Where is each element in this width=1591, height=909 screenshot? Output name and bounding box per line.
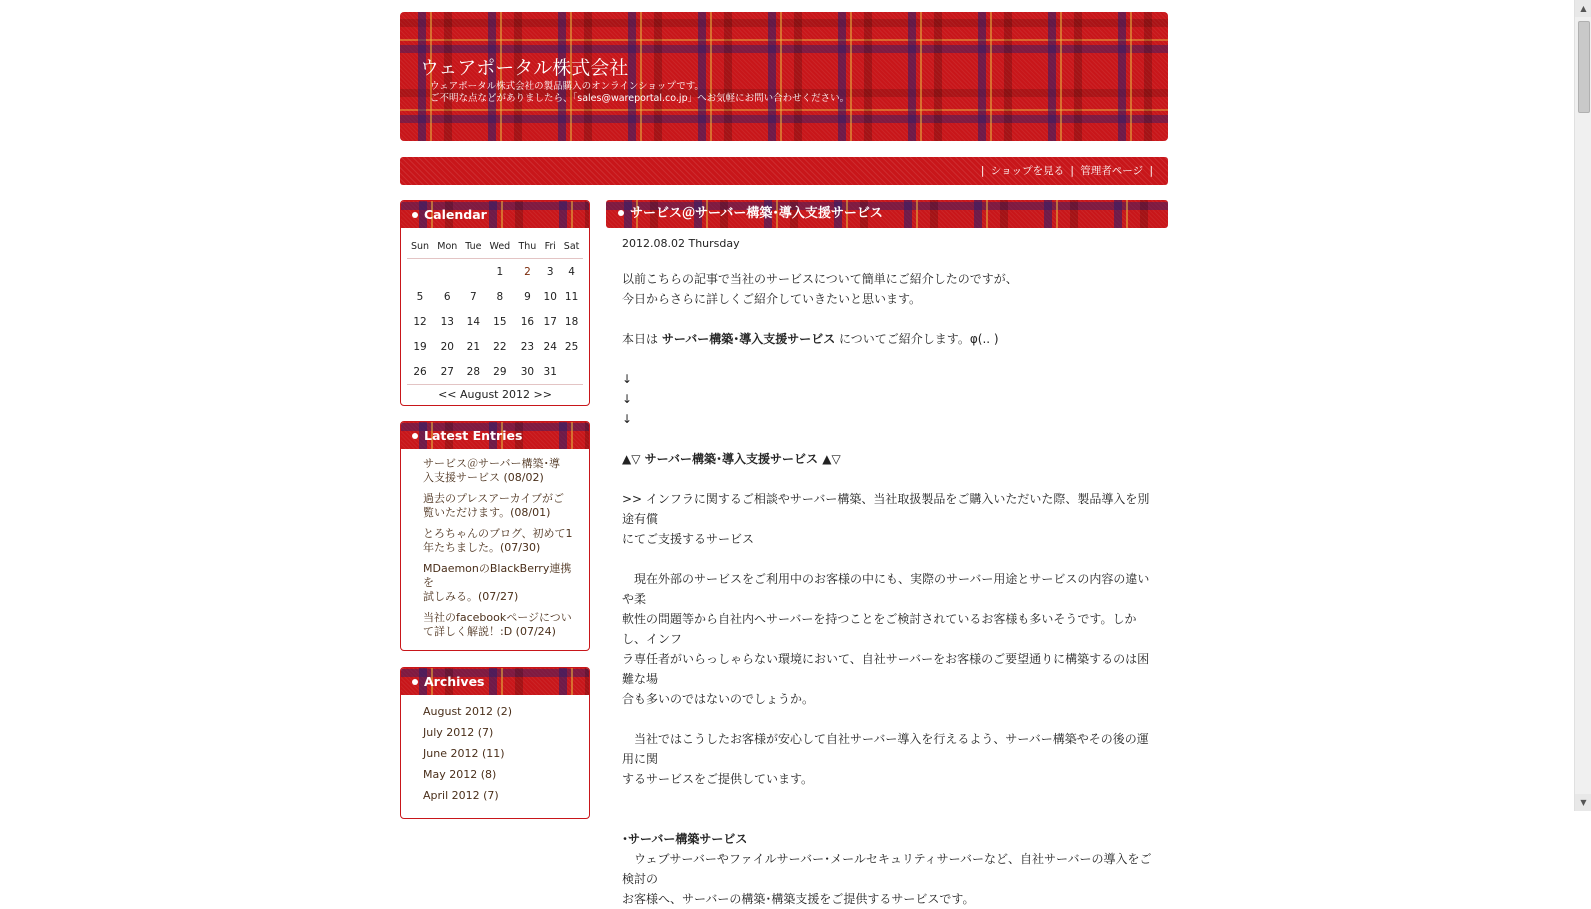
scroll-thumb[interactable] (1578, 21, 1590, 113)
calendar-day: 10 (543, 290, 557, 303)
calendar-header (401, 201, 589, 228)
calendar-day: 3 (546, 265, 554, 278)
calendar-day: 30 (520, 365, 535, 378)
post-text: 当社ではこうしたお客様が安心して自社サーバー導入を行えるよう、サーバー構築やその後の運用に関 (622, 732, 1149, 766)
calendar-day: 26 (413, 365, 427, 378)
scroll-down-arrow-icon[interactable]: ▼ (1575, 794, 1591, 811)
calendar-day: 16 (520, 315, 535, 328)
calendar-week (407, 359, 583, 384)
calendar-day: 31 (543, 365, 557, 378)
weekday-label: Mon (433, 234, 462, 259)
calendar-day: 15 (493, 315, 507, 328)
calendar-day: 12 (413, 315, 427, 328)
calendar-day: 4 (568, 265, 575, 278)
post-text: 今日からさらに詳しくご紹介していきたいと思います。 (622, 292, 922, 306)
calendar-day: 17 (543, 315, 557, 328)
entry-text-line1: とろちゃんのブログ、初めて1 (423, 527, 573, 540)
calendar-day: 19 (413, 340, 427, 353)
nav-shop-link[interactable]: ショップを見る (990, 165, 1065, 177)
post-text-part: についてご紹介します。φ(.. ) (835, 332, 999, 346)
vertical-scrollbar[interactable] (1574, 0, 1591, 811)
site-description-line1: ウェアポータル株式会社の製品購入のオンラインショップです。 (430, 81, 704, 92)
entry-text-line2: 試しみる。(07/27) (423, 590, 519, 603)
post-text: お客様へ、サーバーの構築･構築支援をご提供するサービスです。 (622, 892, 975, 906)
post-body (622, 269, 1158, 909)
entry-text-line1: 当社のfacebookページについ (423, 611, 572, 624)
post-text: ウェブサーバーやファイルサーバー･メールセキュリティサーバーなど、自社サーバーの導入をご検討の (622, 852, 1152, 886)
calendar-day: 28 (466, 365, 481, 378)
post-text: にてご支援するサービス (622, 532, 755, 546)
post-header (606, 200, 1168, 228)
calendar-day-link[interactable]: 2 (524, 265, 531, 278)
entry-text-line1: 過去のプレスアーカイブがご (423, 492, 565, 505)
calendar-day: 20 (440, 340, 454, 353)
entry-link[interactable] (423, 457, 577, 485)
post-text: 軟性の問題等から自社内へサーバーを持つことをご検討されているお客様も多いそうです。しかし、インフ (622, 612, 1137, 646)
calendar-day: 27 (440, 365, 454, 378)
post-title[interactable]: サービス＠サーバー構築･導入支援サービス (630, 206, 883, 221)
entry-text-line1: MDaemonのBlackBerry連携を (423, 562, 572, 589)
nav-separator: | (980, 165, 985, 177)
calendar-day: 29 (493, 365, 507, 378)
bullet-icon (412, 433, 418, 439)
post-text-part: 本日は (622, 332, 662, 346)
calendar-prev-link[interactable]: << (438, 388, 457, 401)
archives-header (401, 668, 589, 695)
weekday-label: Tue (462, 234, 486, 259)
calendar-day: 8 (496, 290, 504, 303)
bullet-icon (412, 679, 418, 685)
entry-link[interactable] (423, 611, 577, 639)
scroll-up-arrow-icon[interactable]: ▲ (1575, 0, 1591, 17)
post-text (622, 329, 1158, 349)
calendar-title: Calendar (424, 207, 487, 222)
calendar-day: 24 (543, 340, 557, 353)
entry-text-line2: 年たちました。(07/30) (423, 541, 541, 554)
calendar-day: 11 (564, 290, 579, 303)
weekday-label: Fri (540, 234, 560, 259)
calendar-day: 18 (564, 315, 579, 328)
site-description-line2: ご不明な点などがありましたら、「sales@wareportal.co.jp」へお気軽にお問い合わせください。 (430, 93, 850, 104)
entry-link[interactable] (423, 492, 577, 520)
arrow-down-icon: ↓ (622, 392, 633, 406)
calendar-week (407, 309, 583, 334)
calendar-day: 25 (564, 340, 579, 353)
calendar-week (407, 259, 583, 285)
archives-title: Archives (424, 674, 485, 689)
arrow-down-icon: ↓ (622, 372, 633, 386)
site-title[interactable]: ウェアポータル株式会社 (420, 57, 629, 79)
weekday-label: Sat (560, 234, 583, 259)
calendar-next-link[interactable]: >> (533, 388, 552, 401)
nav-separator: | (1149, 165, 1153, 177)
post-date: 2012.08.02 Thursday (622, 237, 740, 250)
calendar-weekday-row (407, 234, 583, 259)
entry-link[interactable] (423, 562, 577, 604)
arrow-down-icon: ↓ (622, 412, 633, 426)
calendar-week (407, 334, 583, 359)
calendar-day: 6 (443, 290, 451, 303)
post-text: 現在外部のサービスをご利用中のお客様の中にも、実際のサーバー用途とサービスの内容の違いや柔 (622, 572, 1150, 606)
calendar-day: 14 (466, 315, 481, 328)
calendar-month-label: August 2012 (460, 388, 530, 401)
latest-entries-header (401, 422, 589, 449)
post-subheading: ･サーバー構築サービス (622, 832, 748, 846)
latest-entries-box (400, 421, 590, 651)
entry-text-line1: サービス＠サーバー構築･導 (423, 457, 560, 470)
nav-bar (400, 157, 1168, 185)
post-text-bold: サーバー構築･導入支援サービス (661, 332, 836, 346)
calendar-day: 9 (524, 290, 531, 303)
calendar-day: 7 (469, 290, 477, 303)
archive-link[interactable]: July 2012 (7) (423, 726, 494, 739)
entry-link[interactable] (423, 527, 577, 555)
weekday-label: Thu (515, 234, 541, 259)
calendar-day: 21 (466, 340, 481, 353)
entry-text-line2: て詳しく解説！:D (07/24) (423, 625, 556, 638)
calendar-day (462, 259, 486, 285)
archive-link[interactable]: April 2012 (7) (423, 789, 499, 802)
archive-link[interactable]: June 2012 (11) (423, 747, 505, 760)
calendar-day: 1 (496, 265, 504, 278)
latest-entries-list (401, 449, 589, 639)
archive-link[interactable]: August 2012 (2) (423, 705, 513, 718)
calendar-day: 5 (416, 290, 424, 303)
post-text: するサービスをご提供しています。 (622, 772, 814, 786)
calendar-day (407, 259, 433, 285)
post-section-heading: ▲▽ サーバー構築･導入支援サービス ▲▽ (622, 452, 841, 466)
calendar-day: 22 (493, 340, 507, 353)
site-description (430, 81, 849, 105)
weekday-label: Wed (485, 234, 514, 259)
calendar-table (407, 234, 583, 384)
weekday-label: Sun (407, 234, 433, 259)
calendar-nav (407, 384, 583, 406)
calendar-box (400, 200, 590, 406)
bullet-icon (412, 212, 418, 218)
post-text: ラ専任者がいらっしゃらない環境において、自社サーバーをお客様のご要望通りに構築するのは困難な場 (622, 652, 1150, 686)
latest-entries-title: Latest Entries (424, 428, 523, 443)
post-text: 合も多いのではないのでしょうか。 (622, 692, 815, 706)
nav-links (978, 163, 1156, 178)
post-text: >> インフラに関するご相談やサーバー構築、当社取扱製品をご購入いただいた際、製品導入を別途有償 (622, 492, 1150, 526)
calendar-day (560, 359, 583, 384)
entry-text-line2: 覧いただけます。(08/01) (423, 506, 551, 519)
post-text: 以前こちらの記事で当社のサービスについて簡単にご紹介したのですが、 (622, 272, 1018, 286)
calendar-week (407, 284, 583, 309)
archive-link[interactable]: May 2012 (8) (423, 768, 497, 781)
calendar-day: 13 (440, 315, 454, 328)
nav-separator: | (1070, 165, 1074, 177)
archives-box (400, 667, 590, 819)
calendar-day (433, 259, 462, 285)
bullet-icon (618, 210, 624, 216)
site-header (400, 12, 1168, 141)
archives-list (401, 695, 589, 802)
entry-text-line2: 入支援サービス (08/02) (423, 471, 544, 484)
nav-admin-link[interactable]: 管理者ページ (1080, 165, 1144, 177)
calendar-day: 23 (520, 340, 535, 353)
